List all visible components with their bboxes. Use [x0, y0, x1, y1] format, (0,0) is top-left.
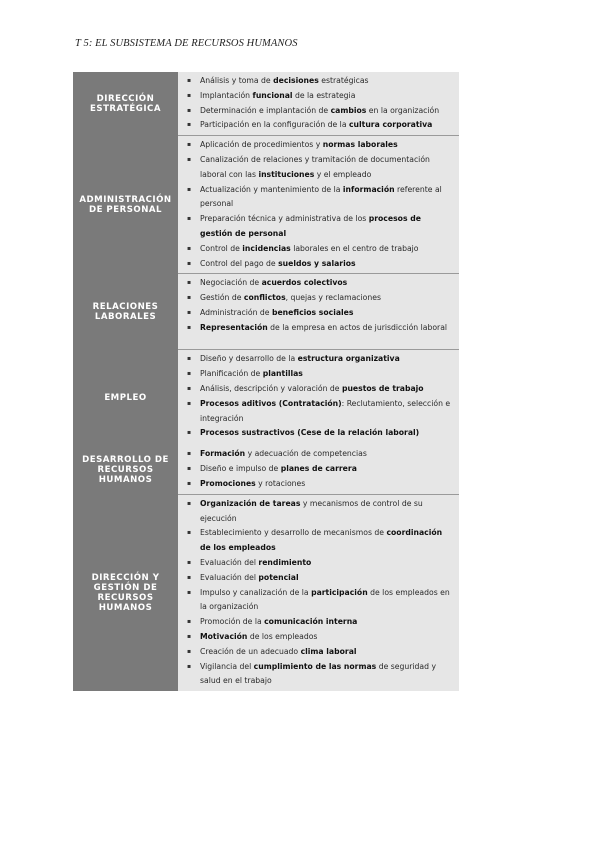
list-item	[186, 352, 453, 367]
section-items	[178, 350, 459, 445]
category-label: EMPLEO	[104, 392, 147, 403]
list-item	[186, 367, 453, 382]
item-text: , quejas y reclamaciones	[285, 293, 381, 303]
list-item	[186, 397, 453, 427]
bullet-icon: ▪	[187, 573, 192, 581]
table-section	[73, 495, 459, 691]
bullet-icon: ▪	[187, 632, 192, 640]
item-text-bold: plantillas	[262, 369, 303, 379]
list-item	[186, 257, 453, 272]
category-label: RELACIONES	[92, 302, 159, 313]
page-header: T 5: EL SUBSISTEMA DE RECURSOS HUMANOS	[75, 38, 298, 49]
bullet-icon: ▪	[187, 155, 192, 163]
bullet-icon: ▪	[187, 121, 192, 129]
table-section	[73, 274, 459, 350]
table-section	[73, 136, 459, 274]
item-text-bold: sueldos y salarios	[278, 258, 356, 268]
item-text-bold: coordinación de los empleados	[200, 528, 443, 553]
category-label: DE PERSONAL	[88, 205, 163, 216]
item-text-bold: normas laborales	[322, 140, 398, 150]
item-text: referente al personal	[200, 184, 442, 209]
list-item	[186, 153, 453, 183]
list-item	[186, 118, 453, 133]
item-text-bold: Organización de tareas	[200, 498, 301, 508]
bullet-icon: ▪	[187, 215, 192, 223]
item-text: Diseño e impulso de	[200, 464, 281, 474]
item-text-bold: Representación	[200, 322, 268, 332]
item-text-bold: cambios	[330, 105, 367, 115]
bullet-icon: ▪	[187, 294, 192, 302]
item-text-bold: procesos de gestión de personal	[200, 214, 421, 238]
item-text: Promoción de la	[200, 617, 265, 627]
bullet-icon: ▪	[187, 429, 192, 437]
list-item	[186, 660, 453, 690]
section-items	[178, 495, 459, 691]
bullet-icon: ▪	[187, 370, 192, 378]
item-text-bold: decisiones	[273, 76, 319, 85]
list-item	[186, 447, 453, 462]
list-item	[186, 321, 453, 336]
item-text: Preparación técnica y administrativa de los	[200, 214, 369, 224]
bullet-icon: ▪	[187, 91, 192, 99]
item-text-bold: Promociones	[200, 478, 256, 488]
bullet-icon: ▪	[187, 259, 192, 267]
list-item	[186, 291, 453, 306]
item-text: Control del pago de	[200, 258, 279, 268]
category-label: DIRECCIÓN	[96, 94, 155, 105]
item-text: Negociación de	[200, 278, 262, 288]
list-item	[186, 571, 453, 586]
item-text: y rotaciones	[255, 478, 306, 488]
item-text: Diseño y desarrollo de la	[200, 354, 298, 364]
bullet-icon: ▪	[187, 308, 192, 316]
bullet-icon: ▪	[187, 106, 192, 114]
item-text-bold: información	[342, 184, 395, 194]
bullet-icon: ▪	[187, 618, 192, 626]
category-label: HUMANOS	[98, 475, 153, 486]
list-item	[186, 382, 453, 397]
item-text-bold: Procesos sustractivos (Cese de la relación laboral)	[200, 428, 420, 438]
item-text: Implantación	[200, 90, 253, 100]
item-text: y adecuación de competencias	[245, 449, 367, 459]
section-category	[73, 72, 178, 136]
item-text-bold: participación	[311, 587, 368, 597]
list-item	[186, 138, 453, 153]
section-items	[178, 445, 459, 494]
item-text: y mecanismos de control de su ejecución	[200, 498, 423, 523]
category-label: LABORALES	[94, 312, 157, 323]
item-text: Evaluación del	[200, 572, 259, 582]
section-category	[73, 274, 178, 350]
list-item	[186, 556, 453, 571]
item-text: de los empleados	[247, 631, 318, 641]
item-text: : Reclutamiento, selección e integración	[200, 398, 451, 423]
item-list	[186, 352, 453, 441]
list-item	[186, 212, 453, 242]
list-item	[186, 183, 453, 213]
item-list	[186, 447, 453, 491]
item-text: Análisis y toma de	[200, 76, 274, 85]
item-text: estratégicas	[318, 76, 369, 85]
item-text: Creación de un adecuado	[200, 646, 301, 656]
list-item	[186, 645, 453, 660]
item-text: Actualización y mantenimiento de la	[200, 184, 343, 194]
category-label: GESTIÓN DE	[93, 582, 158, 593]
item-text: Canalización de relaciones y tramitación de documentación laboral con las	[200, 154, 430, 179]
bullet-icon: ▪	[187, 355, 192, 363]
item-text: Aplicación de procedimientos y	[200, 140, 323, 150]
item-text-bold: cumplimiento de las normas	[253, 661, 377, 671]
bullet-icon: ▪	[187, 77, 192, 84]
category-label: HUMANOS	[98, 602, 153, 613]
table-section	[73, 445, 459, 494]
list-item	[186, 276, 453, 291]
list-item	[186, 477, 453, 492]
item-text: de la empresa en actos de jurisdicción laboral	[267, 322, 448, 332]
table-section	[73, 350, 459, 445]
category-label: RECURSOS	[97, 465, 154, 476]
item-text-bold: comunicación interna	[264, 617, 358, 627]
item-text: laborales en el centro de trabajo	[290, 243, 419, 253]
item-text-bold: Formación	[200, 449, 246, 459]
item-text-bold: Motivación	[200, 631, 248, 641]
list-item	[186, 426, 453, 441]
bullet-icon: ▪	[187, 529, 192, 537]
bullet-icon: ▪	[187, 399, 192, 407]
bullet-icon: ▪	[187, 244, 192, 252]
list-item	[186, 462, 453, 477]
category-label: DESARROLLO DE	[82, 455, 169, 466]
item-list	[186, 276, 453, 335]
bullet-icon: ▪	[187, 465, 192, 473]
section-items	[178, 274, 459, 350]
item-text-bold: potencial	[258, 572, 299, 582]
list-item	[186, 615, 453, 630]
list-item	[186, 497, 453, 527]
list-item	[186, 89, 453, 104]
item-text-bold: estructura organizativa	[297, 354, 400, 364]
list-item	[186, 74, 453, 89]
item-text-bold: incidencias	[242, 243, 291, 253]
bullet-icon: ▪	[187, 647, 192, 655]
bullet-icon: ▪	[187, 323, 192, 331]
bullet-icon: ▪	[187, 450, 192, 458]
item-text: de la estrategia	[292, 90, 356, 100]
item-text: Participación en la configuración de la	[200, 120, 349, 130]
item-text: y el empleado	[314, 169, 372, 179]
section-category	[73, 495, 178, 691]
category-label: RECURSOS	[97, 592, 154, 603]
item-text-bold: planes de carrera	[280, 464, 357, 474]
hr-functions-table	[73, 72, 459, 691]
item-list	[186, 497, 453, 689]
item-text-bold: clima laboral	[300, 646, 357, 656]
item-text: de seguridad y salud en el trabajo	[200, 661, 436, 686]
bullet-icon: ▪	[187, 588, 192, 596]
item-text-bold: acuerdos colectivos	[261, 278, 348, 288]
item-text-bold: cultura corporativa	[348, 120, 433, 130]
item-text: Determinación e implantación de	[200, 105, 331, 115]
bullet-icon: ▪	[187, 384, 192, 392]
item-text-bold: Procesos aditivos (Contratación)	[200, 398, 342, 408]
table-section	[73, 72, 459, 136]
item-text: Impulso y canalización de la	[200, 587, 312, 597]
item-text: Vigilancia del	[200, 661, 254, 671]
bullet-icon: ▪	[187, 479, 192, 487]
list-item	[186, 586, 453, 616]
item-text: Planificación de	[200, 369, 263, 379]
item-text-bold: conflictos	[243, 293, 286, 303]
bullet-icon: ▪	[187, 185, 192, 193]
section-items	[178, 72, 459, 136]
list-item	[186, 630, 453, 645]
item-text-bold: instituciones	[258, 169, 315, 179]
category-label: DIRECCIÓN Y	[91, 572, 160, 583]
bullet-icon: ▪	[187, 499, 192, 507]
bullet-icon: ▪	[187, 141, 192, 149]
item-text: Gestión de	[200, 293, 244, 303]
item-text: Evaluación del	[200, 557, 259, 567]
category-label: ESTRATÉGICA	[90, 104, 161, 115]
bullet-icon: ▪	[187, 279, 192, 287]
list-item	[186, 242, 453, 257]
item-text: en la organización	[366, 105, 440, 115]
item-text: de los empleados en la organización	[200, 587, 450, 612]
list-item	[186, 306, 453, 321]
section-category	[73, 350, 178, 445]
item-text-bold: beneficios sociales	[271, 307, 354, 317]
item-text-bold: puestos de trabajo	[341, 383, 424, 393]
list-item	[186, 526, 453, 556]
list-item	[186, 104, 453, 119]
bullet-icon: ▪	[187, 662, 192, 670]
section-category	[73, 445, 178, 494]
bullet-icon: ▪	[187, 558, 192, 566]
item-text: Control de	[200, 243, 243, 253]
item-list	[186, 138, 453, 271]
section-items	[178, 136, 459, 274]
item-text-bold: funcional	[252, 90, 293, 100]
item-text-bold: rendimiento	[258, 557, 312, 567]
item-list	[186, 74, 453, 133]
item-text: Administración de	[200, 307, 272, 317]
item-text: Análisis, descripción y valoración de	[200, 383, 342, 393]
section-category	[73, 136, 178, 274]
category-label: ADMINISTRACIÓN	[79, 195, 172, 206]
item-text: Establecimiento y desarrollo de mecanismos de	[200, 528, 387, 538]
